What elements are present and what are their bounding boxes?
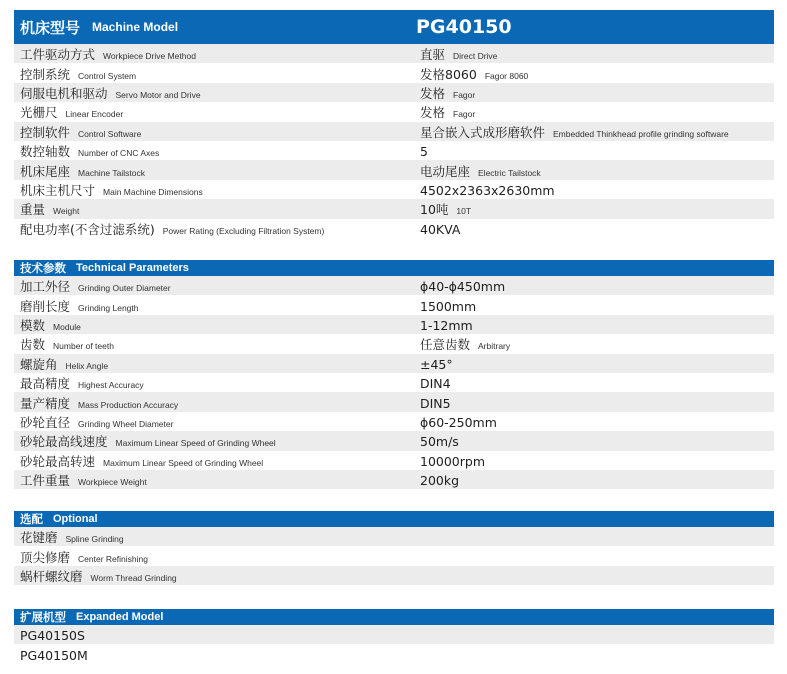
spec-label-en: Maximum Linear Speed of Grinding Wheel	[115, 438, 276, 449]
spec-value: ±45°	[420, 356, 453, 372]
spec-row	[14, 219, 774, 238]
spec-label-en: Maximum Linear Speed of Grinding Wheel	[103, 457, 264, 468]
option-label-en: Center Refinishing	[78, 553, 148, 564]
optional-section	[14, 511, 774, 585]
optional-header	[14, 511, 774, 527]
spec-value-en: Arbitrary	[478, 341, 511, 352]
spec-row	[14, 141, 774, 160]
spec-value: 10000rpm	[420, 453, 486, 469]
spec-label-en: Servo Motor and Drive	[115, 89, 201, 100]
spec-label-en: Machine Tailstock	[78, 167, 145, 178]
spec-label-zh: 砂轮直径	[20, 414, 71, 430]
spec-value: ϕ40-ϕ450mm	[420, 279, 506, 295]
spec-label-en: Control System	[78, 70, 137, 81]
spec-value: DIN4	[420, 376, 451, 392]
spec-value: 发格8060	[420, 66, 477, 82]
spec-value-en: Direct Drive	[453, 51, 498, 62]
machine-model-header	[14, 10, 774, 44]
spec-label-zh: 齿数	[20, 337, 46, 353]
spec-label-en: Module	[53, 321, 81, 332]
optional-title-en: Optional	[53, 513, 98, 525]
expanded-model-header	[14, 609, 774, 625]
spec-label-en: Workpiece Drive Method	[103, 51, 196, 62]
spec-label-en: Workpiece Weight	[78, 477, 147, 488]
spec-label-zh: 最高精度	[20, 376, 71, 392]
spec-value: 电动尾座	[420, 163, 471, 179]
spec-label-en: Number of teeth	[53, 341, 114, 352]
spec-label-en: Control Software	[78, 128, 142, 139]
spec-value: 5	[420, 144, 428, 160]
spec-row	[14, 354, 774, 373]
spec-value: 1500mm	[420, 298, 477, 314]
spec-row	[14, 102, 774, 121]
spec-value-en: Fagor 8060	[484, 70, 529, 81]
spec-label-zh: 配电功率(不含过滤系统)	[20, 221, 155, 237]
spec-value: 1-12mm	[420, 317, 473, 333]
spec-label-en: Grinding Outer Diameter	[78, 283, 171, 294]
spec-row	[14, 334, 774, 353]
spec-row	[14, 199, 774, 218]
spec-label-zh: 工件重量	[20, 473, 71, 489]
option-label-zh: 顶尖修磨	[20, 549, 71, 565]
spec-row	[14, 295, 774, 314]
spec-label-en: Mass Production Accuracy	[78, 399, 179, 410]
list-item	[14, 527, 774, 546]
spec-row	[14, 180, 774, 199]
model-number: PG40150	[416, 16, 512, 38]
spec-value: 任意齿数	[420, 337, 471, 353]
spec-label-en: Weight	[53, 206, 80, 217]
spec-label-zh: 螺旋角	[20, 356, 58, 372]
spec-row	[14, 373, 774, 392]
technical-parameters-title-en: Technical Parameters	[76, 262, 189, 274]
optional-rows	[14, 527, 774, 585]
technical-parameters-title-zh: 技术参数	[20, 261, 66, 275]
spec-value: 200kg	[420, 473, 460, 489]
spec-row	[14, 44, 774, 63]
spec-row	[14, 83, 774, 102]
technical-parameters-section	[14, 260, 774, 489]
technical-parameters-rows	[14, 276, 774, 489]
spec-label-en: Helix Angle	[65, 360, 109, 371]
spec-label-zh: 砂轮最高转速	[20, 453, 96, 469]
spec-row	[14, 392, 774, 411]
spec-label-zh: 光栅尺	[20, 105, 58, 121]
spec-label-en: Main Machine Dimensions	[103, 186, 203, 197]
spec-row	[14, 431, 774, 450]
spec-label-en: Grinding Length	[78, 302, 139, 313]
spec-row	[14, 470, 774, 489]
spec-label-zh: 重量	[20, 202, 46, 218]
list-item	[14, 546, 774, 565]
technical-parameters-header	[14, 260, 774, 276]
spec-value-en: Embedded Thinkhead profile grinding software	[553, 128, 729, 139]
spec-label-en: Power Rating (Excluding Filtration System)	[162, 225, 325, 236]
machine-model-title-zh: 机床型号	[20, 18, 81, 37]
spec-value: 发格	[420, 85, 446, 101]
machine-model-rows	[14, 44, 774, 238]
spec-value-en: Fagor	[453, 109, 476, 120]
spec-value: 发格	[420, 105, 446, 121]
expanded-model-title-zh: 扩展机型	[20, 610, 66, 624]
spec-label-zh: 机床主机尺寸	[20, 182, 96, 198]
spec-value: 星合嵌入式成形磨软件	[420, 124, 546, 140]
option-label-en: Spline Grinding	[65, 534, 124, 545]
optional-title-zh: 选配	[20, 512, 43, 526]
expanded-model-rows	[14, 625, 774, 664]
spec-value-en: Electric Tailstock	[478, 167, 541, 178]
expanded-model-name: PG40150S	[20, 628, 85, 644]
spec-label-zh: 机床尾座	[20, 163, 71, 179]
spec-row	[14, 315, 774, 334]
spec-label-zh: 伺服电机和驱动	[20, 85, 108, 101]
spec-value: DIN5	[420, 395, 451, 411]
spec-value: ϕ60-250mm	[420, 414, 497, 430]
spec-label-zh: 加工外径	[20, 279, 71, 295]
list-item	[14, 625, 774, 644]
machine-model-title-en: Machine Model	[92, 20, 179, 34]
option-label-zh: 花键磨	[20, 530, 58, 546]
spec-label-en: Number of CNC Axes	[78, 148, 160, 159]
expanded-model-title-en: Expanded Model	[76, 611, 164, 623]
expanded-model-section	[14, 609, 774, 664]
option-label-en: Worm Thread Grinding	[90, 572, 177, 583]
spec-label-zh: 量产精度	[20, 395, 71, 411]
option-label-zh: 蜗杆螺纹磨	[20, 568, 83, 584]
spec-value: 40KVA	[420, 221, 461, 237]
spec-label-en: Grinding Wheel Diameter	[78, 418, 174, 429]
spec-value: 直驱	[420, 47, 446, 63]
spec-label-zh: 磨削长度	[20, 298, 71, 314]
spec-label-en: Highest Accuracy	[78, 380, 144, 391]
spec-value-en: Fagor	[453, 89, 476, 100]
spec-row	[14, 160, 774, 179]
spec-value: 50m/s	[420, 434, 459, 450]
machine-model-section	[14, 10, 774, 238]
list-item	[14, 566, 774, 585]
spec-value: 4502x2363x2630mm	[420, 182, 555, 198]
spec-label-zh: 控制系统	[20, 66, 71, 82]
spec-label-zh: 控制软件	[20, 124, 71, 140]
spec-label-zh: 工件驱动方式	[20, 47, 96, 63]
spec-row	[14, 122, 774, 141]
spec-row	[14, 412, 774, 431]
spec-value-en: 10T	[456, 206, 472, 217]
spec-row	[14, 63, 774, 82]
spec-label-zh: 模数	[20, 317, 46, 333]
spec-label-zh: 数控轴数	[20, 144, 71, 160]
spec-row	[14, 451, 774, 470]
spec-label-zh: 砂轮最高线速度	[20, 434, 108, 450]
spec-label-en: Linear Encoder	[65, 109, 124, 120]
list-item	[14, 644, 774, 663]
spec-value: 10吨	[420, 202, 449, 218]
expanded-model-name: PG40150M	[20, 647, 88, 663]
spec-row	[14, 276, 774, 295]
